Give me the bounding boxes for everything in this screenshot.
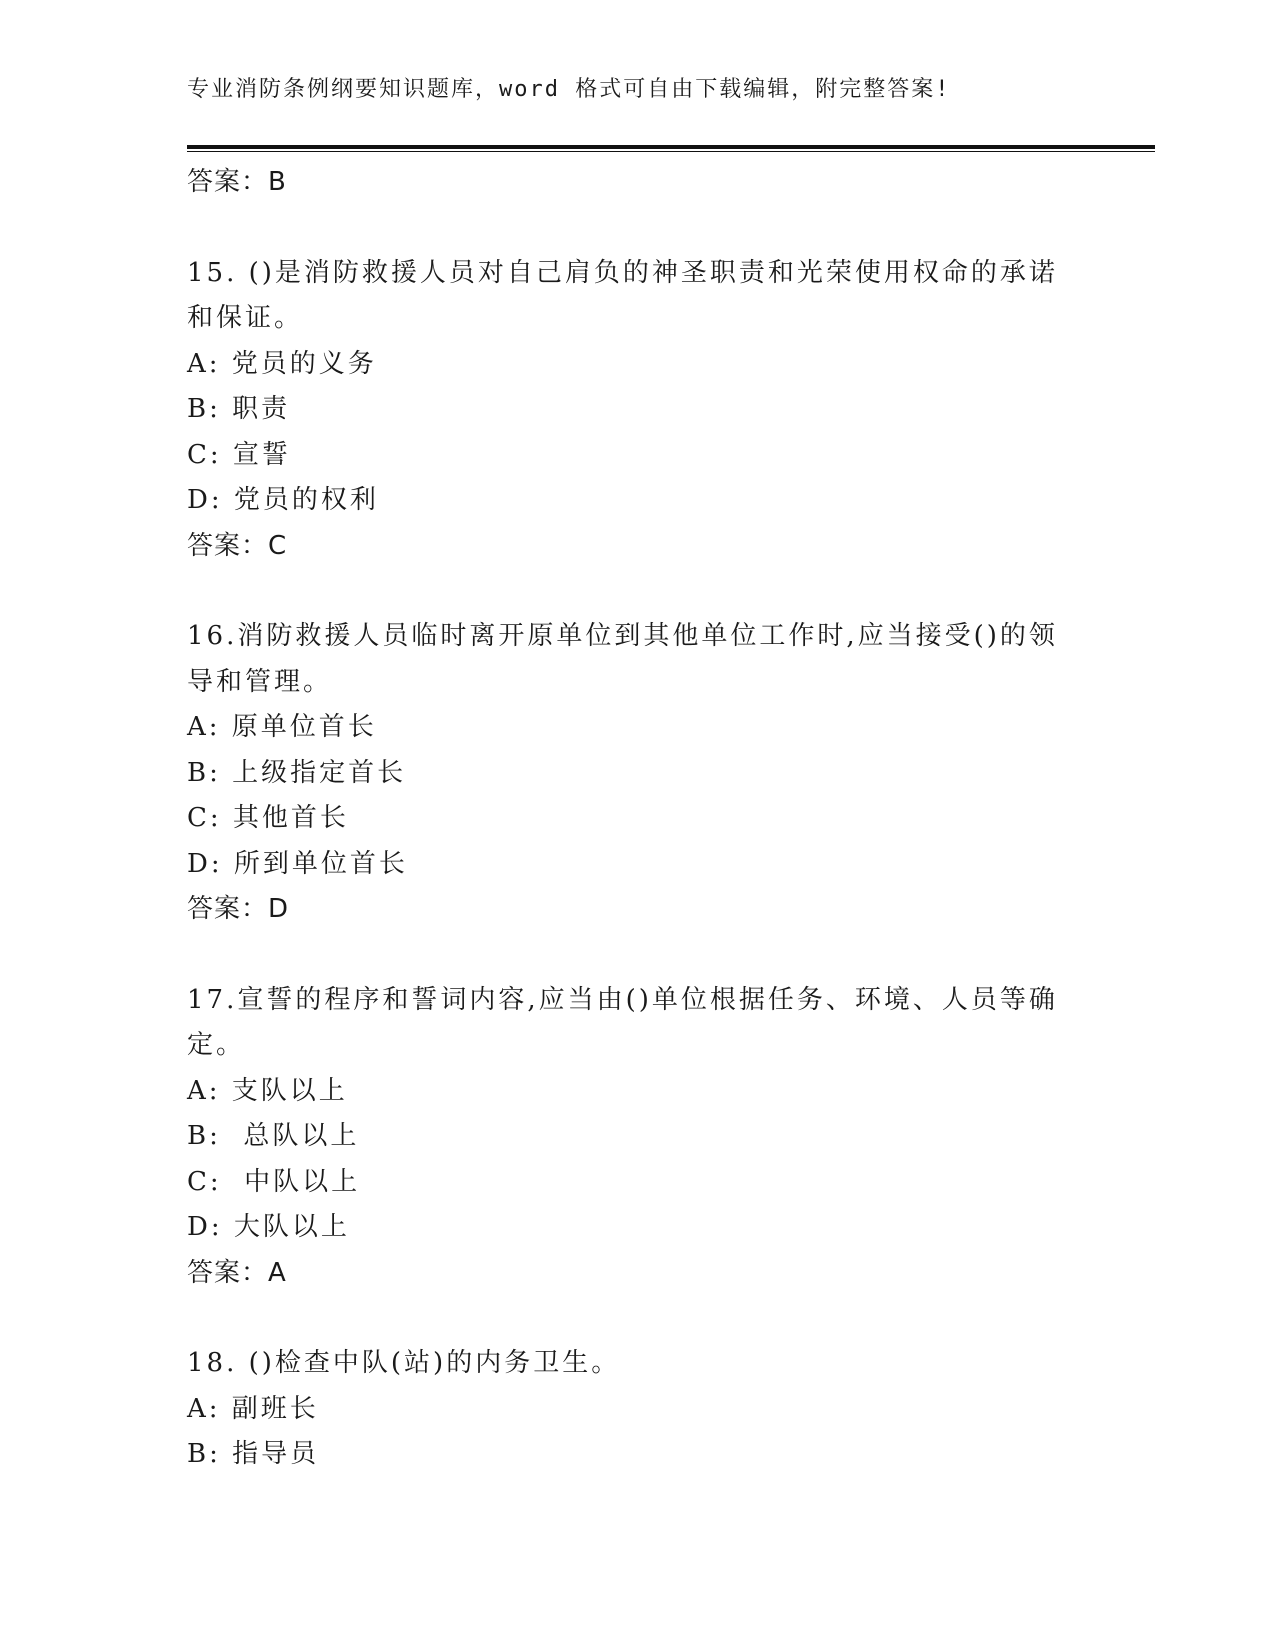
- option-c: C: 宣誓: [187, 439, 291, 470]
- question-block: [187, 614, 1087, 933]
- question-stem: 18. ()检查中队(站)的内务卫生。: [187, 1348, 621, 1378]
- option-b: B: 指导员: [187, 1439, 320, 1469]
- page-header: 专业消防条例纲要知识题库，word 格式可自由下载编辑，附完整答案!: [187, 77, 951, 102]
- option-b: B: 职责: [187, 394, 291, 424]
- answer-line: 答案：D: [187, 894, 290, 924]
- option-d: D: 党员的权利: [187, 485, 379, 515]
- option-d: D: 大队以上: [187, 1212, 350, 1242]
- question-stem: 16.消防救援人员临时离开原单位到其他单位工作时,应当接受()的领: [187, 621, 1058, 651]
- answer-line: 答案：C: [187, 530, 288, 561]
- header-rule-thin: [187, 151, 1155, 152]
- option-a: A: 副班长: [187, 1393, 319, 1424]
- option-b: B: 总队以上: [187, 1121, 360, 1151]
- option-c: C: 中队以上: [187, 1166, 361, 1197]
- question-stem: 定。: [187, 1030, 246, 1060]
- question-block: [187, 978, 1087, 1297]
- option-d: D: 所到单位首长: [187, 848, 408, 879]
- option-c: C: 其他首长: [187, 803, 349, 833]
- option-b: B: 上级指定首长: [187, 757, 407, 788]
- header-rule-thick: [187, 145, 1155, 149]
- answer-line: 答案：A: [187, 1257, 287, 1288]
- question-stem: 17.宣誓的程序和誓词内容,应当由()单位根据任务、环境、人员等确: [187, 984, 1058, 1015]
- option-a: A: 支队以上: [187, 1075, 348, 1106]
- question-stem: 导和管理。: [187, 666, 333, 697]
- document-body: [187, 160, 1087, 1478]
- question-stem: 15. ()是消防救援人员对自己肩负的神圣职责和光荣使用权命的承诺: [187, 257, 1058, 288]
- option-a: A: 党员的义务: [187, 348, 377, 379]
- question-block: [187, 251, 1087, 570]
- option-a: A: 原单位首长: [187, 712, 377, 742]
- question-stem: 和保证。: [187, 303, 304, 333]
- question-block: [187, 1341, 1087, 1478]
- answer-line: 答案：B: [187, 167, 287, 197]
